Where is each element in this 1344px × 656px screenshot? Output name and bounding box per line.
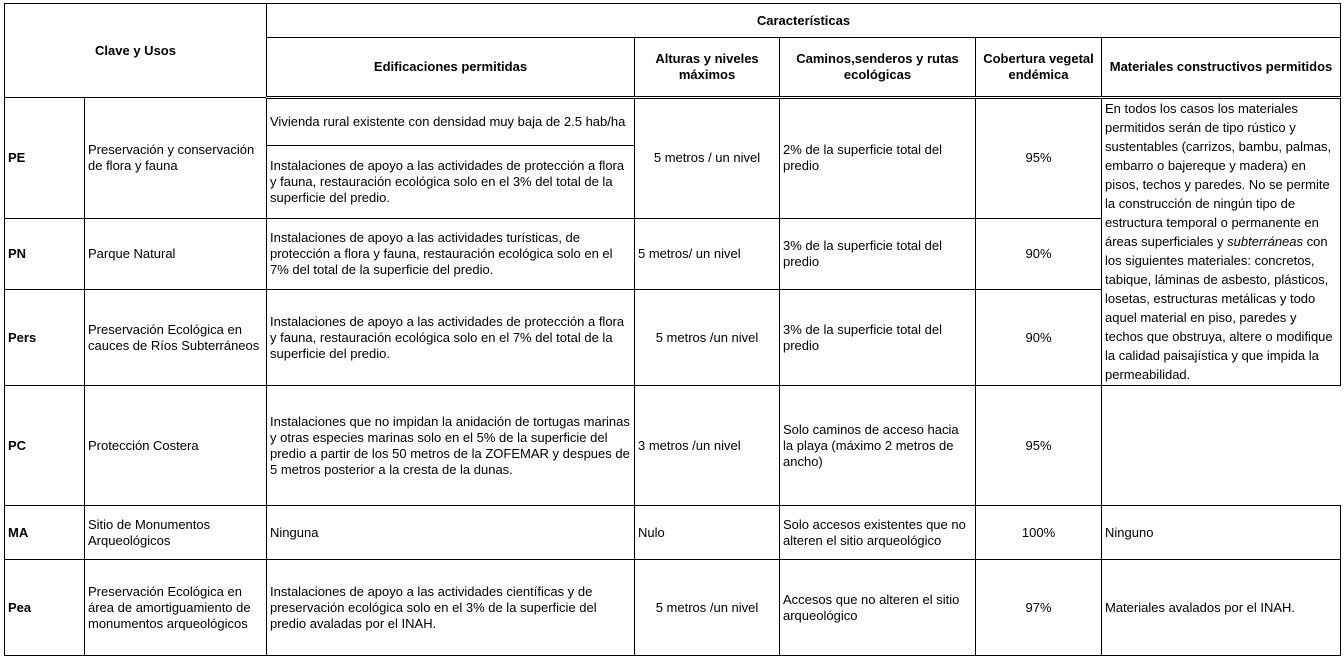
header-clave-usos: Clave y Usos bbox=[5, 4, 267, 98]
materiales-comunes bbox=[1102, 98, 1341, 386]
zoning-table bbox=[4, 3, 1341, 656]
row-caminos: 3% de la superficie total del predio bbox=[780, 290, 976, 386]
materiales-text-1: En todos los casos los materiales permitidos serán de tipo rústico y sustentables (carrizos, bambu, palmas, embarro o bajereque y madera) en pisos, techos y paredes. No se permite la construcción de ningún tipo de estructura temporal o permanente en áreas superficiales y bbox=[1105, 101, 1332, 249]
row-alturas: 3 metros /un nivel bbox=[635, 386, 780, 506]
header-cobertura: Cobertura vegetal endémica bbox=[976, 38, 1102, 98]
row-edificaciones: Instalaciones de apoyo a las actividades científicas y de preservación ecológica solo en el 3% de la superficie del predio avaladas por el INAH. bbox=[267, 560, 635, 656]
row-edificaciones: Instalaciones de apoyo a las actividades de protección a flora y fauna, restauración ecológica solo en el 7% del total de la superficie del predio. bbox=[267, 290, 635, 386]
materiales-text-italic: subterráneas bbox=[1227, 234, 1304, 249]
row-alturas: Nulo bbox=[635, 506, 780, 560]
row-uso: Preservación Ecológica en área de amortiguamiento de monumentos arqueológicos bbox=[85, 560, 267, 656]
row-clave: PE bbox=[5, 98, 85, 219]
header-caminos: Caminos,senderos y rutas ecológicas bbox=[780, 38, 976, 98]
table-row bbox=[5, 98, 1341, 146]
row-cobertura: 90% bbox=[976, 290, 1102, 386]
row-cobertura: 100% bbox=[976, 506, 1102, 560]
table-row bbox=[5, 386, 1341, 506]
row-materiales: Ninguno bbox=[1102, 506, 1341, 560]
row-caminos: Accesos que no alteren el sitio arqueológico bbox=[780, 560, 976, 656]
row-uso: Preservación y conservación de flora y fauna bbox=[85, 98, 267, 219]
row-alturas: 5 metros /un nivel bbox=[635, 290, 780, 386]
row-clave: MA bbox=[5, 506, 85, 560]
row-clave: Pea bbox=[5, 560, 85, 656]
row-uso: Protección Costera bbox=[85, 386, 267, 506]
header-alturas: Alturas y niveles máximos bbox=[635, 38, 780, 98]
row-caminos: Solo caminos de acceso hacia la playa (máximo 2 metros de ancho) bbox=[780, 386, 976, 506]
row-clave: Pers bbox=[5, 290, 85, 386]
header-materiales: Materiales constructivos permitidos bbox=[1102, 38, 1341, 98]
header-edificaciones: Edificaciones permitidas bbox=[267, 38, 635, 98]
row-alturas: 5 metros /un nivel bbox=[635, 560, 780, 656]
row-cobertura: 97% bbox=[976, 560, 1102, 656]
table-row bbox=[5, 506, 1341, 560]
table-row bbox=[5, 560, 1341, 656]
row-edificaciones: Vivienda rural existente con densidad muy baja de 2.5 hab/ha bbox=[267, 98, 635, 146]
row-uso: Preservación Ecológica en cauces de Ríos Subterráneos bbox=[85, 290, 267, 386]
row-uso: Sitio de Monumentos Arqueológicos bbox=[85, 506, 267, 560]
row-cobertura: 90% bbox=[976, 218, 1102, 290]
row-alturas: 5 metros / un nivel bbox=[635, 98, 780, 219]
row-alturas: 5 metros/ un nivel bbox=[635, 218, 780, 290]
row-cobertura: 95% bbox=[976, 98, 1102, 219]
row-clave: PN bbox=[5, 218, 85, 290]
row-caminos: 2% de la superficie total del predio bbox=[780, 98, 976, 219]
row-caminos: Solo accesos existentes que no alteren el sitio arqueológico bbox=[780, 506, 976, 560]
materiales-text-2: con los siguientes materiales: concretos, tabique, láminas de asbesto, plásticos, losetas, estructuras metálicas y todo aquel material en piso, paredes y techos que obstruya, altere o modifique la calidad paisajística y que impida la permeabilidad. bbox=[1105, 234, 1333, 382]
row-materiales: Materiales avalados por el INAH. bbox=[1102, 560, 1341, 656]
row-caminos: 3% de la superficie total del predio bbox=[780, 218, 976, 290]
row-edificaciones: Ninguna bbox=[267, 506, 635, 560]
row-edificaciones: Instalaciones de apoyo a las actividades turísticas, de protección a flora y fauna, restauración ecológica solo en el 7% del total de la superficie del predio. bbox=[267, 218, 635, 290]
row-edificaciones: Instalaciones de apoyo a las actividades de protección a flora y fauna, restauración ecológica solo en el 3% del total de la superficie del predio. bbox=[267, 145, 635, 218]
row-clave: PC bbox=[5, 386, 85, 506]
row-cobertura: 95% bbox=[976, 386, 1102, 506]
row-edificaciones: Instalaciones que no impidan la anidación de tortugas marinas y otras especies marinas solo en el 5% de la superficie del predio a partir de los 50 metros de la ZOFEMAR y despues de 5 metros posterior a la cresta de la dunas. bbox=[267, 386, 635, 506]
row-uso: Parque Natural bbox=[85, 218, 267, 290]
header-caracteristicas: Características bbox=[267, 4, 1341, 38]
